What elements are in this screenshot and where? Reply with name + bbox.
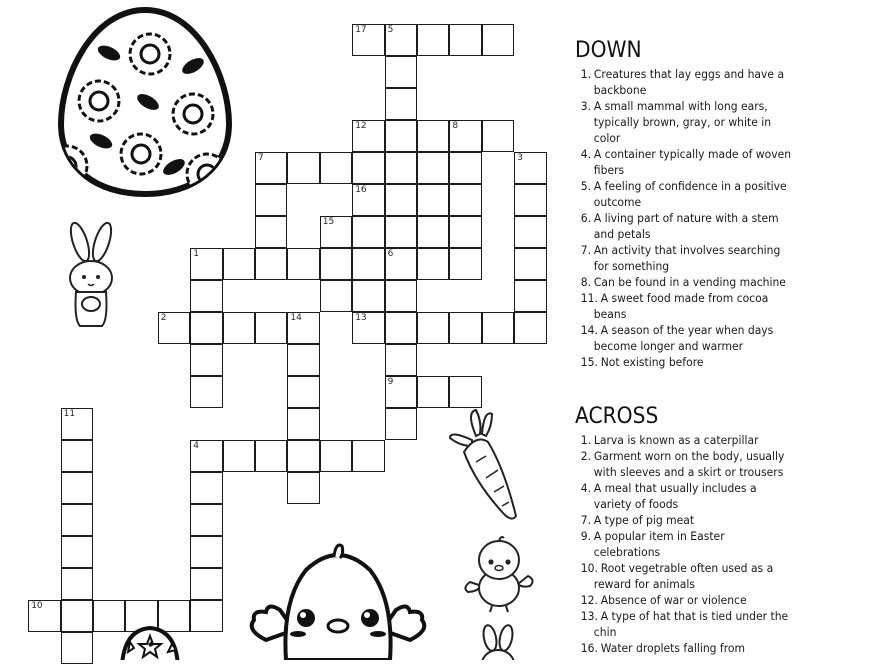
crossword-cell[interactable]: [287, 408, 319, 440]
crossword-cell[interactable]: [61, 440, 93, 472]
clue-text: A container typically made of woven fibers: [593, 147, 792, 177]
crossword-cell[interactable]: [449, 24, 481, 56]
small-bunny-icon: [474, 624, 522, 660]
clue-text: Absence of war or violence: [600, 593, 747, 607]
crossword-cell[interactable]: [514, 248, 546, 280]
clue-text: A meal that usually includes a variety of foods: [593, 481, 757, 511]
clue-text: Larva is known as a caterpillar: [593, 433, 759, 447]
crossword-cell[interactable]: [320, 216, 352, 248]
crossword-cell[interactable]: [417, 312, 449, 344]
clue-number: 11: [63, 409, 76, 420]
across-clue: [578, 512, 794, 528]
clue-number: 10: [31, 601, 43, 612]
crossword-cell[interactable]: [190, 312, 222, 344]
crossword-cell[interactable]: [61, 504, 93, 536]
clue-number: 15.: [580, 355, 598, 369]
crossword-cell[interactable]: [352, 312, 384, 344]
crossword-cell[interactable]: [352, 152, 384, 184]
clue-number: 2.: [580, 449, 592, 463]
clue-number: 14: [290, 313, 302, 324]
clue-text: A popular item in Easter celebrations: [593, 529, 725, 559]
crossword-cell[interactable]: [255, 440, 287, 472]
crossword-cell[interactable]: [385, 280, 417, 312]
crossword-cell[interactable]: [320, 440, 352, 472]
crossword-cell[interactable]: [352, 184, 384, 216]
crossword-cell[interactable]: [190, 600, 222, 632]
clue-number: 4.: [580, 147, 592, 161]
clue-number: 5: [387, 25, 394, 36]
crossword-cell[interactable]: [223, 248, 255, 280]
clue-number: 2: [160, 313, 167, 324]
clue-number: 16: [355, 185, 367, 196]
down-clue: [578, 274, 794, 290]
crossword-cell[interactable]: [385, 216, 417, 248]
crossword-cell[interactable]: [255, 248, 287, 280]
crossword-cell[interactable]: [320, 280, 352, 312]
down-clue: [578, 210, 794, 242]
crossword-cell[interactable]: [352, 24, 384, 56]
across-clue: [578, 560, 794, 592]
crossword-cell[interactable]: [514, 152, 546, 184]
crossword-cell[interactable]: [385, 312, 417, 344]
crossword-cell[interactable]: [385, 184, 417, 216]
clue-number: 12: [355, 121, 367, 132]
clue-number: 1.: [580, 433, 592, 447]
clue-number: 1: [193, 249, 199, 260]
across-clue: [578, 640, 794, 656]
crossword-cell[interactable]: [417, 24, 449, 56]
down-clue: [578, 178, 794, 210]
clue-number: 9.: [580, 529, 592, 543]
clue-number: 16.: [580, 641, 598, 655]
crossword-cell[interactable]: [385, 248, 417, 280]
down-clue: [578, 66, 794, 98]
clue-number: 7.: [580, 243, 592, 257]
crossword-cell[interactable]: [514, 280, 546, 312]
crossword-cell[interactable]: [417, 184, 449, 216]
crossword-cell[interactable]: [255, 312, 287, 344]
crossword-cell[interactable]: [190, 280, 222, 312]
clue-number: 13: [355, 313, 367, 324]
crossword-cell[interactable]: [449, 152, 481, 184]
crossword-cell[interactable]: [158, 312, 190, 344]
crossword-cell[interactable]: [287, 376, 319, 408]
crossword-cell[interactable]: [385, 344, 417, 376]
down-clues: [575, 38, 875, 370]
clue-number: 3: [517, 153, 523, 164]
across-clues: [575, 404, 875, 656]
crossword-cell[interactable]: [352, 440, 384, 472]
crossword-cell[interactable]: [287, 152, 319, 184]
clue-number: 12.: [580, 593, 598, 607]
bunny-icon: [62, 220, 122, 332]
crossword-cell[interactable]: [417, 216, 449, 248]
clue-text: Not existing before: [600, 355, 704, 369]
crossword-cell[interactable]: [190, 376, 222, 408]
crossword-cell[interactable]: [255, 184, 287, 216]
clue-text: Creatures that lay eggs and have a backbone: [593, 67, 785, 97]
crossword-cell[interactable]: [61, 600, 93, 632]
across-clue: [578, 480, 794, 512]
crossword-cell[interactable]: [417, 152, 449, 184]
crossword-cell[interactable]: [385, 152, 417, 184]
clue-text: A type of pig meat: [593, 513, 695, 527]
clue-number: 4: [193, 441, 199, 452]
crossword-cell[interactable]: [255, 152, 287, 184]
clue-number: 4.: [580, 481, 592, 495]
clue-text: An activity that involves searching for something: [593, 243, 781, 273]
crossword-cell[interactable]: [449, 248, 481, 280]
crossword-cell[interactable]: [61, 408, 93, 440]
crossword-cell[interactable]: [190, 472, 222, 504]
crossword-cell[interactable]: [190, 536, 222, 568]
clue-text: Can be found in a vending machine: [593, 275, 786, 289]
clue-number: 7.: [580, 513, 592, 527]
clue-text: A season of the year when days become longer and warmer: [593, 323, 774, 353]
clue-number: 15: [322, 217, 335, 228]
crossword-cell[interactable]: [449, 184, 481, 216]
crossword-cell[interactable]: [385, 24, 417, 56]
crossword-cell[interactable]: [352, 216, 384, 248]
crossword-cell[interactable]: [287, 312, 319, 344]
crossword-cell[interactable]: [287, 344, 319, 376]
down-title: DOWN: [575, 38, 642, 63]
star-egg-icon: [118, 626, 182, 660]
clue-number: 11.: [580, 291, 598, 305]
crossword-cell[interactable]: [482, 312, 514, 344]
down-clue: [578, 322, 794, 354]
clue-number: 7: [258, 153, 264, 164]
crossword-cell[interactable]: [287, 472, 319, 504]
crossword-cell[interactable]: [320, 248, 352, 280]
crossword-cell[interactable]: [352, 120, 384, 152]
crossword-cell[interactable]: [385, 88, 417, 120]
across-clue: [578, 592, 794, 608]
crossword-cell[interactable]: [449, 312, 481, 344]
crossword-cell[interactable]: [514, 216, 546, 248]
crossword-cell[interactable]: [449, 376, 481, 408]
clue-number: 8: [452, 121, 459, 132]
across-clue: [578, 432, 794, 448]
crossword-cell[interactable]: [61, 472, 93, 504]
crossword-cell[interactable]: [417, 376, 449, 408]
big-chick-icon: [246, 540, 430, 660]
clue-number: 1.: [580, 67, 592, 81]
clue-number: 13.: [580, 609, 598, 623]
crossword-cell[interactable]: [28, 600, 60, 632]
crossword-cell[interactable]: [385, 56, 417, 88]
crossword-cell[interactable]: [449, 120, 481, 152]
down-clue: [578, 354, 794, 370]
crossword-cell[interactable]: [61, 632, 93, 664]
down-clue-list: [575, 66, 875, 370]
crossword-cell[interactable]: [320, 152, 352, 184]
clue-text: A feeling of confidence in a positive outcome: [593, 179, 787, 209]
crossword-cell[interactable]: [223, 312, 255, 344]
clue-number: 10.: [580, 561, 598, 575]
clue-number: 6: [387, 249, 394, 260]
crossword-cell[interactable]: [352, 248, 384, 280]
crossword-cell[interactable]: [190, 248, 222, 280]
across-title: ACROSS: [575, 404, 659, 429]
down-clue: [578, 146, 794, 178]
clue-text: A small mammal with long ears, typically brown, gray, or white in color: [593, 99, 772, 145]
crossword-cell[interactable]: [449, 216, 481, 248]
crossword-cell[interactable]: [385, 120, 417, 152]
clue-text: Water droplets falling from: [600, 641, 746, 655]
clue-text: Garment worn on the body, usually with sleeves and a skirt or trousers: [593, 449, 785, 479]
clue-text: A type of hat that is tied under the chin: [593, 609, 789, 639]
crossword-cell[interactable]: [255, 216, 287, 248]
crossword-cell[interactable]: [482, 120, 514, 152]
clue-text: Root vegetrable often used as a reward for animals: [593, 561, 774, 591]
flower-egg-icon: [57, 6, 233, 198]
down-clue: [578, 98, 794, 146]
crossword-cell[interactable]: [417, 120, 449, 152]
across-clue-list: [575, 432, 875, 656]
small-chick-icon: [462, 532, 536, 616]
across-clue: [578, 608, 794, 640]
across-clue: [578, 528, 794, 560]
crossword-cell[interactable]: [61, 536, 93, 568]
crossword-cell[interactable]: [223, 440, 255, 472]
crossword-cell[interactable]: [514, 184, 546, 216]
crossword-cell[interactable]: [352, 280, 384, 312]
clue-number: 8.: [580, 275, 592, 289]
down-clue: [578, 242, 794, 274]
across-clue: [578, 448, 794, 480]
clue-text: A living part of nature with a stem and petals: [593, 211, 779, 241]
crossword-cell[interactable]: [514, 312, 546, 344]
down-clue: [578, 290, 794, 322]
crossword-cell[interactable]: [190, 504, 222, 536]
crossword-cell[interactable]: [287, 440, 319, 472]
clue-number: 5.: [580, 179, 592, 193]
clue-number: 9: [387, 377, 394, 388]
crossword-cell[interactable]: [385, 408, 417, 440]
crossword-cell[interactable]: [417, 248, 449, 280]
carrot-icon: [446, 408, 524, 523]
clue-number: 3.: [580, 99, 592, 113]
crossword-cell[interactable]: [61, 568, 93, 600]
crossword-cell[interactable]: [385, 376, 417, 408]
clue-number: 6.: [580, 211, 592, 225]
clue-number: 17: [355, 25, 367, 36]
crossword-cell[interactable]: [190, 568, 222, 600]
crossword-cell[interactable]: [190, 344, 222, 376]
crossword-cell[interactable]: [190, 440, 222, 472]
clue-number: 14.: [580, 323, 598, 337]
crossword-cell[interactable]: [482, 24, 514, 56]
crossword-cell[interactable]: [287, 248, 319, 280]
clue-text: A sweet food made from cocoa beans: [593, 291, 769, 321]
